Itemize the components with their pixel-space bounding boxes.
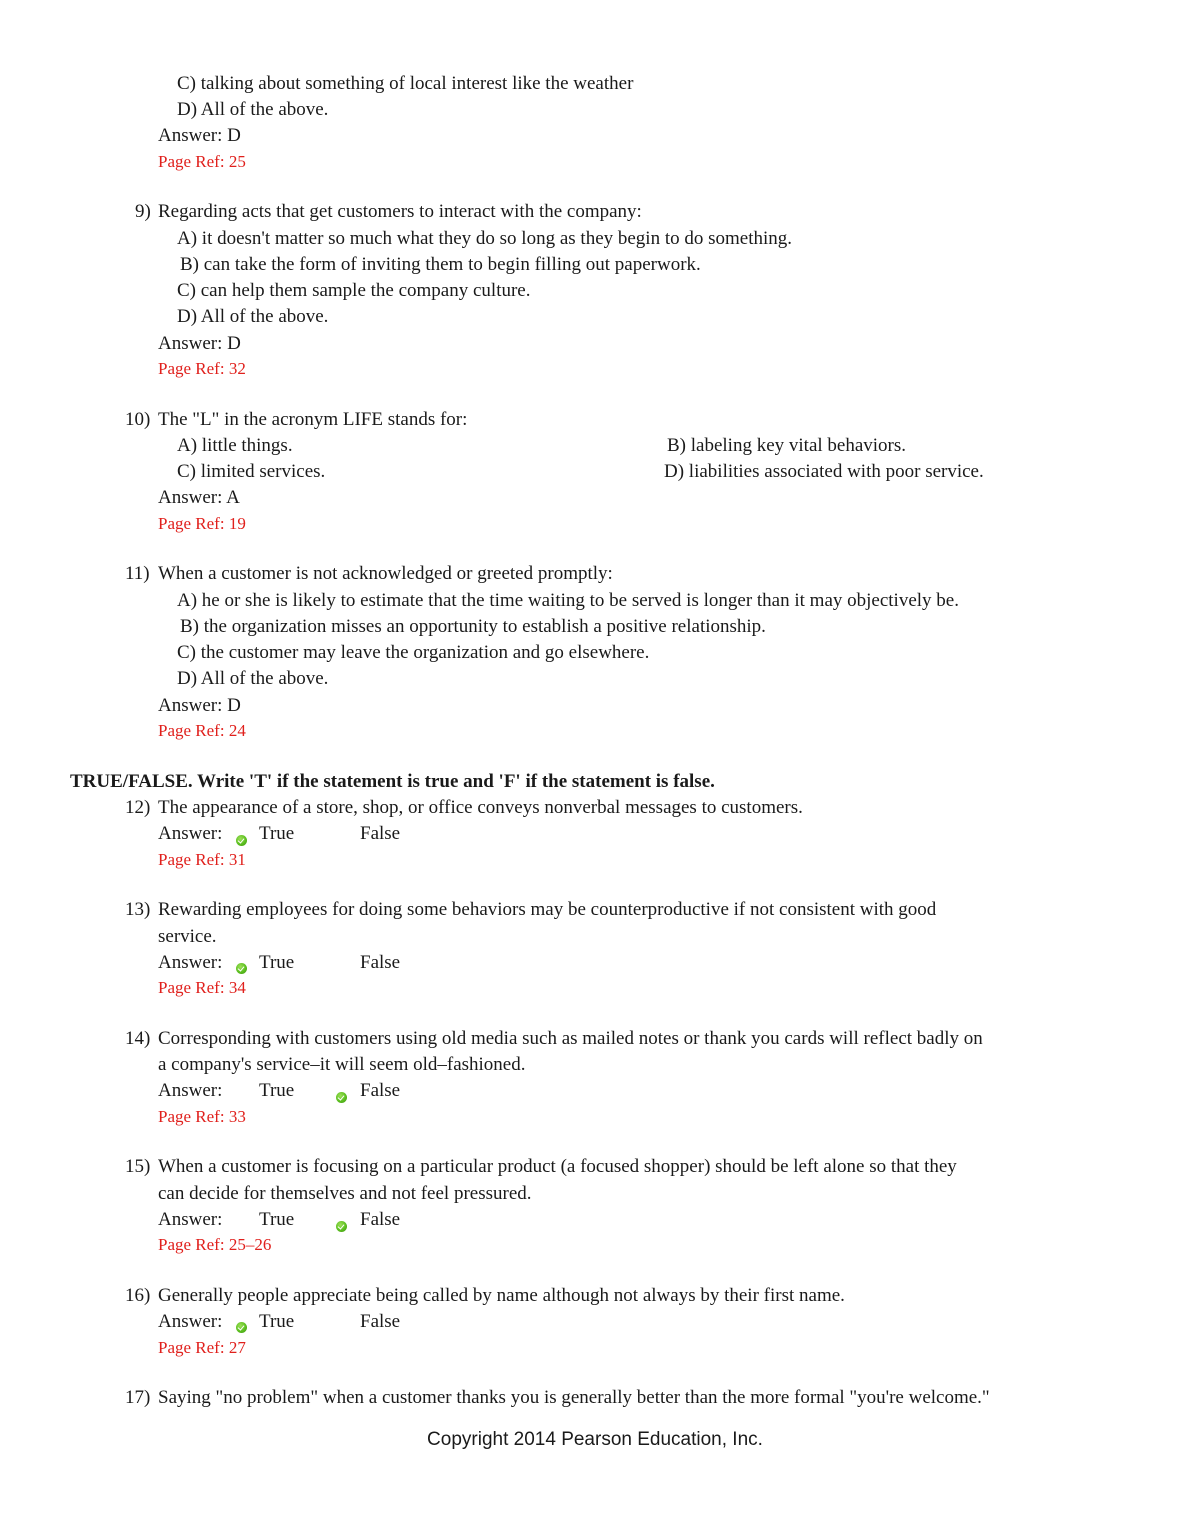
question-statement: The appearance of a store, shop, or office conveys nonverbal messages to customers. — [158, 797, 803, 818]
answer-label: Answer: — [158, 952, 223, 973]
question-statement: Saying "no problem" when a customer thanks you is generally better than the more formal "you're welcome." — [158, 1387, 990, 1408]
page-ref: Page Ref: 33 — [158, 1107, 246, 1126]
option-b: B) the organization misses an opportunity to establish a positive relationship. — [180, 616, 766, 637]
false-option: False — [360, 1080, 401, 1101]
check-mark-icon — [336, 1221, 347, 1232]
option-b: B) labeling key vital behaviors. — [667, 435, 907, 456]
check-mark-icon — [236, 835, 247, 846]
question-stem: The "L" in the acronym LIFE stands for: — [158, 409, 468, 430]
page-ref: Page Ref: 25 — [158, 152, 246, 171]
true-option: True — [259, 1080, 295, 1101]
option-a: A) he or she is likely to estimate that the time waiting to be served is longer than it may objectively be. — [177, 590, 959, 611]
question-number: 10) — [125, 409, 151, 430]
answer: Answer: D — [158, 333, 241, 354]
check-mark-icon — [336, 1092, 347, 1103]
question-statement-continued: a company's service–it will seem old–fashioned. — [158, 1054, 526, 1075]
question-number: 16) — [125, 1285, 151, 1306]
answer: Answer: D — [158, 695, 241, 716]
question-stem: When a customer is not acknowledged or greeted promptly: — [158, 563, 613, 584]
question-statement: Generally people appreciate being called by name although not always by their first name. — [158, 1285, 845, 1306]
question-number: 15) — [125, 1156, 151, 1177]
answer-label: Answer: — [158, 1080, 223, 1101]
option-b: B) can take the form of inviting them to begin filling out paperwork. — [180, 254, 701, 275]
answer: Answer: A — [158, 487, 240, 508]
true-option: True — [259, 1209, 295, 1230]
option-c: C) limited services. — [177, 461, 326, 482]
copyright-footer: Copyright 2014 Pearson Education, Inc. — [427, 1429, 763, 1450]
question-statement-continued: service. — [158, 926, 217, 947]
check-mark-icon — [236, 1322, 247, 1333]
option-c: C) talking about something of local interest like the weather — [177, 73, 634, 94]
option-a: A) little things. — [177, 435, 293, 456]
question-stem: Regarding acts that get customers to interact with the company: — [158, 201, 642, 222]
question-statement-continued: can decide for themselves and not feel pressured. — [158, 1183, 532, 1204]
false-option: False — [360, 823, 401, 844]
question-number: 11) — [125, 563, 150, 584]
check-mark-icon — [236, 963, 247, 974]
option-c: C) the customer may leave the organization and go elsewhere. — [177, 642, 650, 663]
page-ref: Page Ref: 24 — [158, 721, 246, 740]
question-statement: Corresponding with customers using old media such as mailed notes or thank you cards will reflect badly on — [158, 1028, 983, 1049]
true-option: True — [259, 823, 295, 844]
question-number: 12) — [125, 797, 151, 818]
answer-label: Answer: — [158, 823, 223, 844]
answer: Answer: D — [158, 125, 241, 146]
page-ref: Page Ref: 31 — [158, 850, 246, 869]
false-option: False — [360, 1209, 401, 1230]
answer-label: Answer: — [158, 1209, 223, 1230]
question-number: 17) — [125, 1387, 151, 1408]
page-ref: Page Ref: 34 — [158, 978, 246, 997]
option-d: D) All of the above. — [177, 99, 329, 120]
answer-label: Answer: — [158, 1311, 223, 1332]
page-ref: Page Ref: 32 — [158, 359, 246, 378]
question-statement: Rewarding employees for doing some behaviors may be counterproductive if not consistent with good — [158, 899, 937, 920]
option-a: A) it doesn't matter so much what they do so long as they begin to do something. — [177, 228, 793, 249]
false-option: False — [360, 1311, 401, 1332]
question-number: 9) — [135, 201, 151, 222]
question-number: 13) — [125, 899, 151, 920]
true-option: True — [259, 952, 295, 973]
page-ref: Page Ref: 25–26 — [158, 1235, 272, 1254]
true-option: True — [259, 1311, 295, 1332]
option-d: D) liabilities associated with poor service. — [664, 461, 984, 482]
section-heading: TRUE/FALSE. Write 'T' if the statement is true and 'F' if the statement is false. — [70, 771, 715, 792]
page-ref: Page Ref: 27 — [158, 1338, 246, 1357]
option-d: D) All of the above. — [177, 668, 329, 689]
page-ref: Page Ref: 19 — [158, 514, 246, 533]
option-d: D) All of the above. — [177, 306, 329, 327]
question-statement: When a customer is focusing on a particular product (a focused shopper) should be left alone so that they — [158, 1156, 957, 1177]
option-c: C) can help them sample the company culture. — [177, 280, 531, 301]
question-number: 14) — [125, 1028, 151, 1049]
false-option: False — [360, 952, 401, 973]
